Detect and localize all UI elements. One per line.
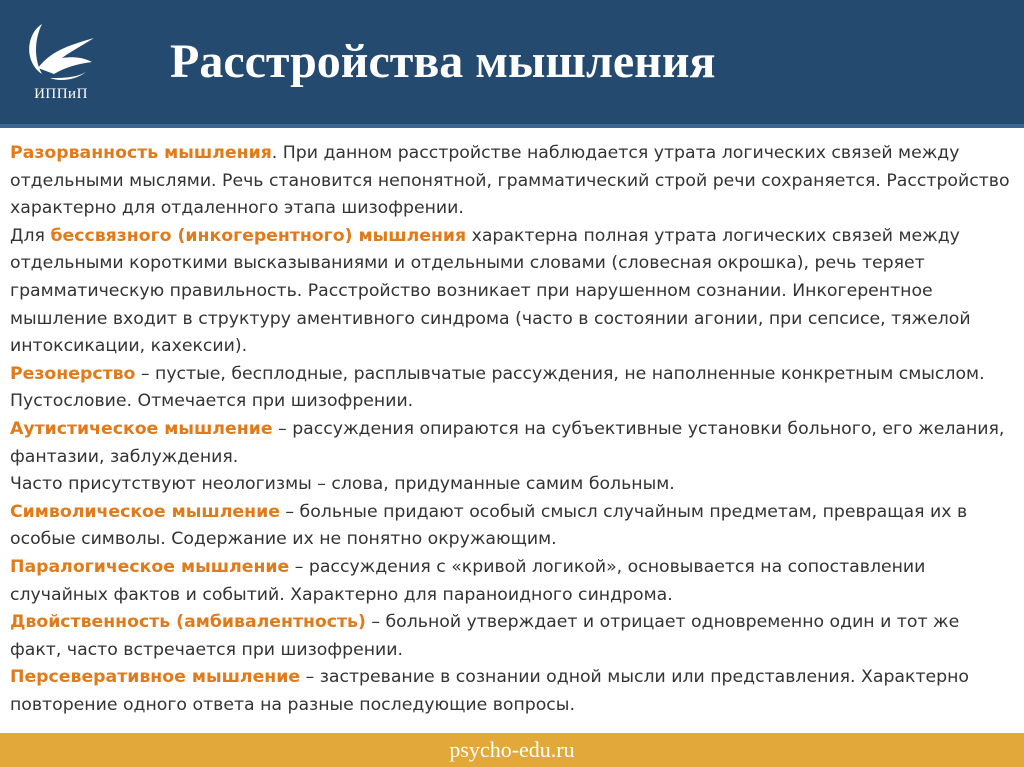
paragraph-text: – застревание в сознании одной мысли или представления. Характерно повторение одного ответа на разные последующие вопросы. — [10, 667, 969, 715]
paragraph-rezonerstvo — [10, 361, 1014, 416]
term-bessvyaznoe: бессвязного (инкогерентного) мышления — [50, 225, 467, 246]
footer-site-link[interactable]: psycho-edu.ru — [449, 737, 575, 762]
paragraph-text: – рассуждения опираются на субъективные установки больного, его желания, фантазии, заблуждения. — [10, 418, 1005, 467]
term-paralogicheskoe: Паралогическое мышление — [10, 556, 290, 577]
footer-bar — [0, 733, 1024, 767]
term-rezonerstvo: Резонерство — [10, 363, 136, 384]
paragraph-ambivalentnost — [10, 609, 1014, 664]
term-simvolicheskoe: Символическое мышление — [10, 501, 280, 522]
paragraph-text: Часто присутствуют неологизмы – слова, придуманные самим больным. — [10, 474, 675, 495]
logo-text: ИППиП — [34, 86, 88, 102]
term-autisticheskoe: Аутистическое мышление — [10, 418, 273, 439]
bird-logo-icon — [20, 16, 102, 86]
paragraph-text: – больной утверждает и отрицает одновременно один и тот же факт, часто встречается при шизофрении. — [10, 612, 960, 660]
paragraph-simvolicheskoe — [10, 499, 1014, 554]
paragraph-paralogicheskoe — [10, 554, 1014, 609]
paragraph-text: – больные придают особый смысл случайным предметам, превращая их в особые символы. Содержание их не понятно окружающим. — [10, 501, 968, 550]
paragraph-prefix: Для — [10, 225, 51, 246]
paragraph-text: – рассуждения с «кривой логикой», основывается на сопоставлении случайных фактов и событий. Характерно для параноидного синдрома. — [10, 556, 926, 605]
term-perseverativnoe: Персеверативное мышление — [10, 667, 301, 688]
logo — [20, 16, 102, 106]
term-razorvannost: Разорванность мышления — [10, 143, 272, 163]
header-bar — [0, 0, 1024, 124]
header-divider — [0, 124, 1024, 128]
paragraph-neologizmy — [10, 471, 1014, 499]
paragraph-autisticheskoe — [10, 416, 1014, 471]
paragraph-perseverativnoe — [10, 664, 1014, 719]
page-title: Расстройства мышления — [170, 35, 716, 88]
paragraph-text: . При данном расстройстве наблюдается утрата логических связей между отдельными мыслями. Речь становится непонятной, грамматический строй речи сохраняется. Расстройство характерно для отдаленного этапа шизофрении. — [10, 143, 1010, 219]
term-ambivalentnost: Двойственность (амбивалентность) — [10, 612, 366, 633]
paragraph-text: характерна полная утрата логических связей между отдельными короткими высказываниями и отдельными словами (словесная окрошка), речь теряет грамматическую правильность. Расстройство возникает при нарушенном сознании. Инкогерентное мышление входит в структуру аментивного синдрома (часто в состоянии агонии, при сепсисе, тяжелой интоксикации, кахексии). — [10, 225, 971, 357]
content-body — [10, 140, 1014, 719]
paragraph-text: – пустые, бесплодные, расплывчатые рассуждения, не наполненные конкретным смыслом. Пустословие. Отмечается при шизофрении. — [10, 363, 985, 412]
paragraph-razorvannost — [10, 140, 1014, 223]
paragraph-bessvyaznoe — [10, 223, 1014, 361]
